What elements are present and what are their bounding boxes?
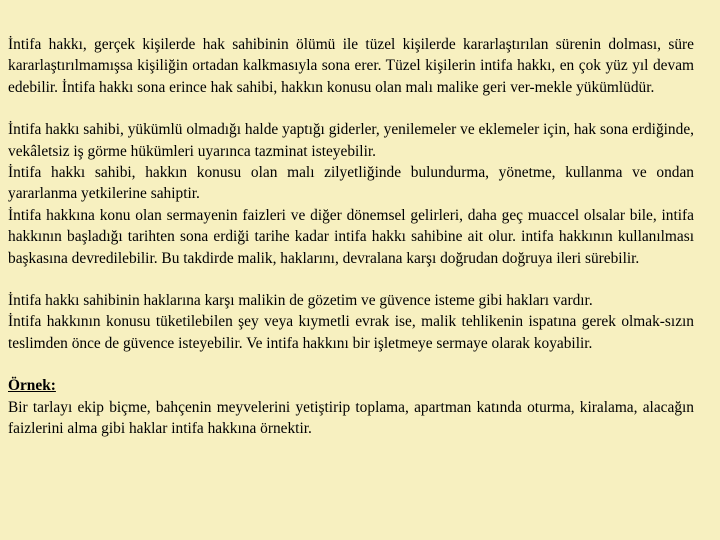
paragraph-compensation: İntifa hakkı sahibi, yükümlü olmadığı halde yaptığı giderler, yenilemeler ve eklemeler için, hak sona erdiğinde, vekâletsiz iş görme hükümleri uyarınca tazminat isteyebilir. bbox=[8, 121, 694, 160]
example-text: Bir tarlayı ekip biçme, bahçenin meyvelerini yetiştirip toplama, apartman katında oturma, kiralama, alacağın faizlerini alma gibi haklar intifa hakkına örnektir. bbox=[8, 398, 694, 438]
paragraph-gap bbox=[8, 269, 694, 290]
paragraph-termination: İntifa hakkı, gerçek kişilerde hak sahibinin ölümü ile tüzel kişilerde kararlaştırılan sürenin dolması, süre kararlaştırılmamışsa kişiliğin ortadan kalkmasıyla sona erer. Tüzel kişilerin intifa hakkı, en çok yüz yıl devam edebilir. İntifa hakkı sona erince hak sahibi, hakkın konusu olan malı malike geri ver-mekle yükümlüdür. bbox=[8, 36, 694, 96]
paragraph-security: İntifa hakkının konusu tüketilebilen şey veya kıymetli evrak ise, malik tehlikenin ispatına gerek olmak-sızın teslimden önce de güvence isteyebilir. Ve intifa hakkını bir işletmeye sermaye olarak koyabilir. bbox=[8, 313, 694, 352]
paragraph-gap bbox=[8, 98, 694, 119]
paragraph-owner-rights: İntifa hakkı sahibinin haklarına karşı malikin de gözetim ve güvence isteme gibi hakları vardır. bbox=[8, 292, 593, 310]
paragraph-interest-income: İntifa hakkına konu olan sermayenin faizleri ve diğer dönemsel gelirleri, daha geç muaccel olsalar bile, intifa hakkının başladığı tarihten sona erdiği tarihe kadar intifa hakkı sahibine ait olur. intifa hakkının kullanılması başkasına devredilebilir. Bu takdirde malik, haklarını, devralana karşı doğrudan doğruya ileri sürebilir. bbox=[8, 206, 694, 267]
paragraph-holder-rights: İntifa hakkı sahibi, hakkın konusu olan malı zilyetliğinde bulundurma, yönetme, kullanma ve ondan yararlanma yetkilerine sahiptir. bbox=[8, 164, 694, 203]
example-title: Örnek: bbox=[8, 377, 56, 395]
paragraph-gap bbox=[8, 354, 694, 375]
document-body bbox=[8, 34, 694, 440]
